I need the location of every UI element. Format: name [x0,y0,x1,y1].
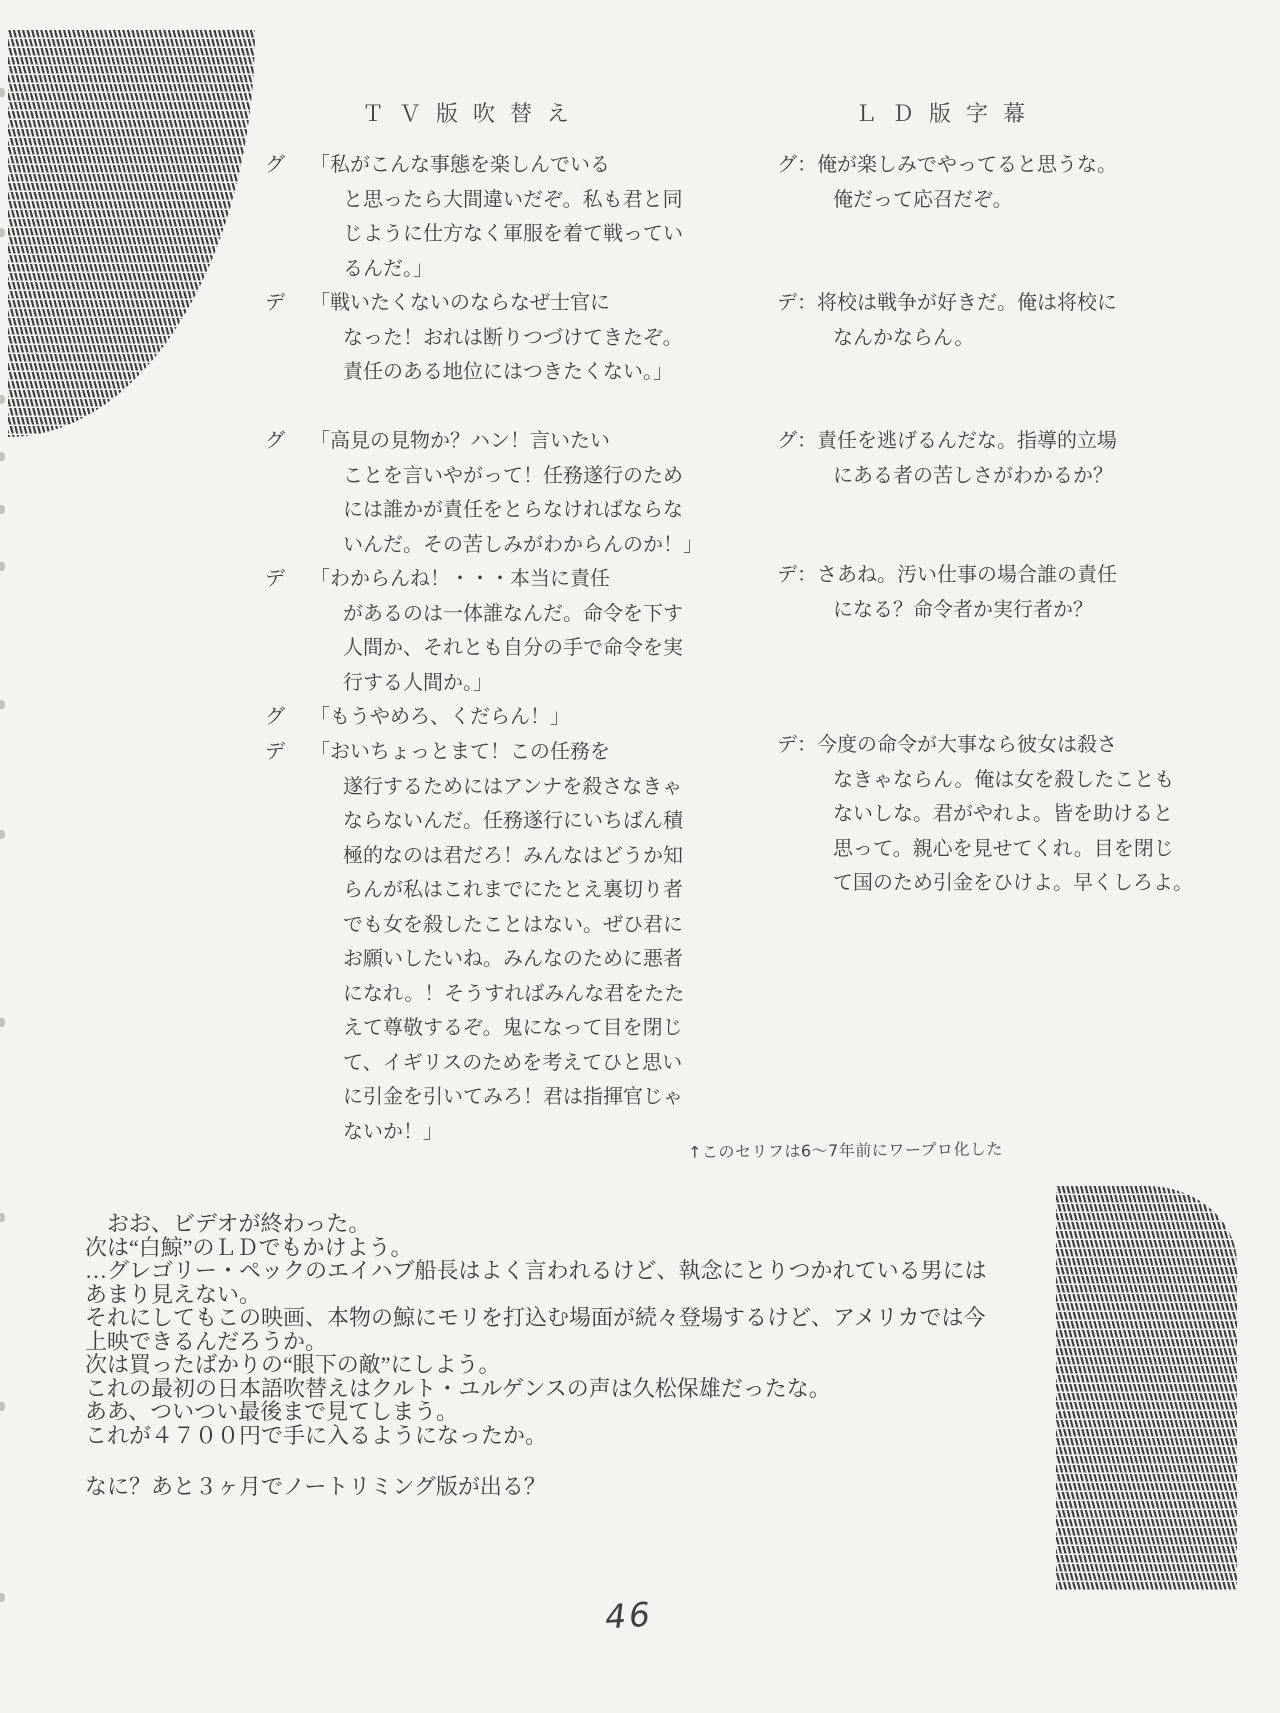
afterword-closing-line: なに？あと３ヶ月でノートリミング版が出る？ [85,1474,546,1499]
dialogue-line: さあね。汚い仕事の場合誰の責任 [817,564,1117,586]
page-number: 46 [603,1594,655,1637]
dialogue-entry [777,558,1117,627]
afterword-line: …グレゴリー・ペックのエイハブ船長はよく言われるけど、執念にとりつかれている男には [85,1258,987,1283]
dialogue-line: 今度の命令が大事なら彼女は殺さ [817,734,1117,756]
afterword-line: 上映できるんだろうか。 [85,1328,328,1354]
dialogue-line: があるのは一体誰なんだ。命令を下す [343,602,683,625]
dialogue-line: 人間か、それとも自分の手で命令を実 [343,637,683,659]
dialogue-line: なった！おれは断りつづけてきたぞ。 [343,326,683,349]
scan-artifact [0,1213,5,1222]
dialogue-entry [265,286,683,390]
dialogue-line: 責任のある地位にはつきたくない。」 [343,361,673,383]
dialogue-line: 「もうやめろ、くだらん！」 [310,706,570,728]
dialogue-entry [265,424,703,562]
scan-artifact [0,1402,5,1411]
speaker-label: デ： [777,292,817,314]
scan-artifact [0,1018,5,1027]
speaker-label: グ： [777,154,817,176]
afterword-line: これの最初の日本語吹替えはクルト・ユルゲンスの声は久松保雄だったな。 [85,1375,831,1401]
speaker-label: デ [265,568,285,590]
speaker-label: デ： [777,564,817,586]
dialogue-line: には誰かが責任をとらなければならな [343,499,683,521]
handwritten-note: ↑このセリフは6～7年前にワープロ化した [687,1139,1004,1162]
scan-artifact [0,830,5,839]
dialogue-line: 「わからんね！・・・本当に責任 [310,568,610,590]
afterword-line: ああ、ついつい最後まで見てしまう。 [85,1399,459,1424]
dialogue-line: じように仕方なく軍服を着て戦ってい [343,223,683,245]
dialogue-entry [777,424,1117,493]
scan-artifact [0,700,5,709]
scan-artifact [0,88,5,97]
dialogue-entry [777,728,1193,901]
dialogue-line: に引金を引いてみろ！君は指揮官じゃ [343,1086,683,1108]
screentone-top-left [8,30,255,437]
dialogue-line: お願いしたいね。みんなのために悪者 [343,948,683,970]
speaker-label: グ： [777,430,817,452]
scan-artifact [0,1593,5,1602]
dialogue-line: て国のため引金をひけよ。早くしろよ。 [833,872,1193,894]
dialogue-line: ことを言いやがって！任務遂行のため [343,464,683,487]
afterword-line: 次は買ったばかりの“眼下の敵”にしよう。 [85,1352,501,1377]
dialogue-line: 「戦いたくないのならなぜ士官に [310,292,610,314]
dialogue-line: なんかならん。 [833,326,975,349]
speaker-label: デ [265,741,285,763]
dialogue-line: 将校は戦争が好きだ。俺は将校に [817,292,1117,314]
dialogue-line: えて尊敬するぞ。鬼になって目を閉じ [343,1017,683,1039]
dialogue-line: いんだ。その苦しみがわからんのか！」 [343,533,703,556]
dialogue-line: て、イギリスのためを考えてひと思い [343,1051,683,1074]
screentone-bottom-right [1056,1186,1237,1590]
speaker-label: グ [265,430,285,452]
dialogue-entry [265,562,683,700]
dialogue-entry [265,148,683,286]
dialogue-entry [777,286,1117,355]
dialogue-line: 俺が楽しみでやってると思うな。 [817,154,1117,176]
dialogue-line: にある者の苦しさがわかるか？ [833,464,1113,487]
dialogue-line: るんだ。」 [343,257,433,280]
afterword-line: あまり見えない。 [85,1281,262,1307]
dialogue-line: 「高見の見物か？ハン！言いたい [310,430,610,452]
dialogue-line: ないか！」 [343,1120,443,1143]
dialogue-entry [265,735,684,1149]
dialogue-line: 極的なのは君だろ！みんなはどうか知 [343,844,683,867]
afterword-block [85,1212,987,1499]
scan-artifact [0,505,5,514]
dialogue-line: 俺だって応召だぞ。 [833,188,1013,211]
afterword-line: おお、ビデオが終わった。 [85,1211,371,1236]
column-header-tv-dub: ＴＶ版吹替え [362,101,585,126]
dialogue-line: になれ。！そうすればみんな君をたた [343,982,685,1005]
dialogue-line: 思って。親心を見せてくれ。目を閉じ [833,837,1174,860]
dialogue-line: ないしな。君がやれよ。皆を助けると [833,803,1173,825]
dialogue-line: なきゃならん。俺は女を殺したことも [833,768,1175,791]
speaker-label: デ： [777,734,817,756]
scan-artifact [0,228,5,237]
speaker-label: グ [265,154,285,176]
dialogue-line: 責任を逃げるんだな。指導的立場 [817,430,1117,452]
dialogue-line: ならないんだ。任務遂行にいちばん積 [343,810,683,832]
speaker-label: グ [265,706,285,728]
scan-artifact [0,452,5,461]
dialogue-line: でも女を殺したことはない。ぜひ君に [343,913,683,936]
afterword-line: それにしてもこの映画、本物の鯨にモリを打込む場面が続々登場するけど、アメリカでは今 [85,1305,986,1330]
dialogue-line: 行する人間か。」 [343,671,493,694]
dialogue-line: らんが私はこれまでにたとえ裏切り者 [343,879,683,901]
dialogue-entry [777,148,1117,217]
scan-artifact [0,562,5,571]
column-header-ld-subs: ＬＤ版字幕 [855,101,1041,126]
speaker-label: デ [265,292,285,314]
dialogue-line: になる？命令者か実行者か？ [833,598,1093,621]
dialogue-line: 「私がこんな事態を楽しんでいる [310,154,610,176]
afterword-line: 次は“白鯨”のＬＤでもかけよう。 [85,1234,413,1260]
dialogue-line: 遂行するためにはアンナを殺さなきゃ [343,775,683,798]
afterword-line: これが４７００円で手に入るようになったか。 [85,1422,548,1448]
dialogue-line: と思ったら大間違いだぞ。私も君と同 [343,188,683,211]
scan-artifact [0,395,5,404]
dialogue-line: 「おいちょっとまて！この任務を [310,741,610,763]
dialogue-entry [265,700,570,735]
